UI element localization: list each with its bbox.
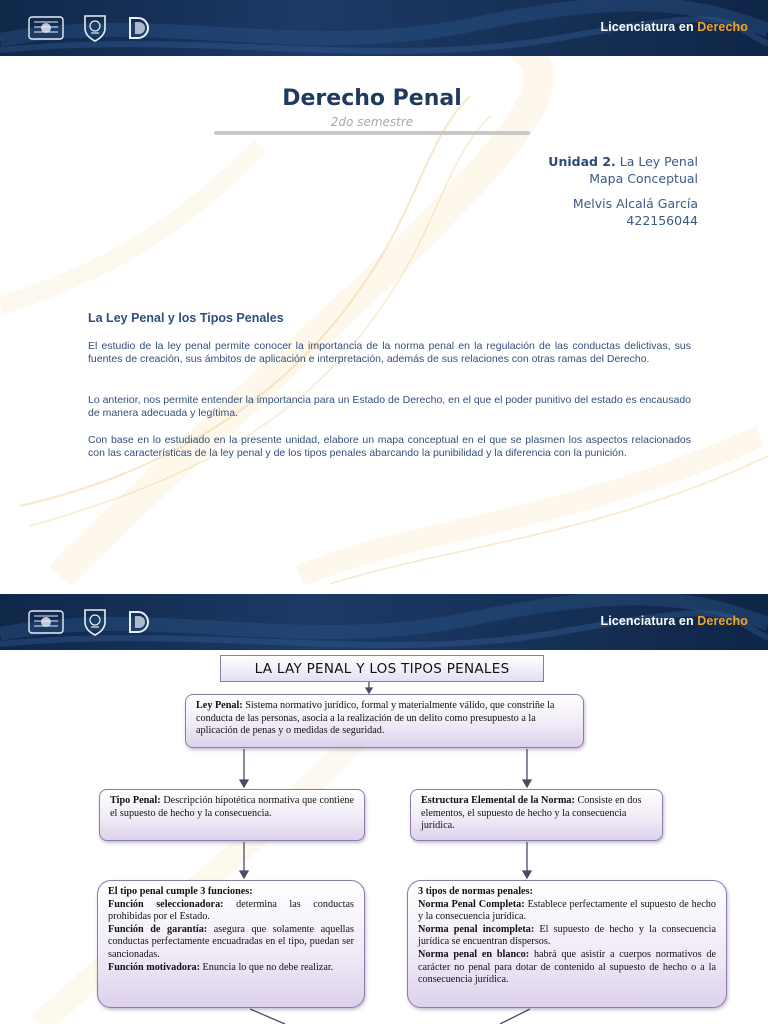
program-accent: Derecho bbox=[697, 614, 748, 628]
item-text: asegura que solamente aquellas conductas perfectamente encuadradas en el tipo, puedan ser sancionadas. bbox=[108, 923, 354, 960]
paragraph: El estudio de la ley penal permite conocer la importancia de la norma penal en la regulación de las conductas delictivas, sus fuentes de creación, sus ámbitos de aplicación e interpretación, además de sus relaciones con otras ramas del Derecho. bbox=[88, 340, 691, 366]
item-term: Norma penal incompleta: bbox=[418, 923, 535, 935]
section-heading: La Ley Penal y los Tipos Penales bbox=[88, 311, 284, 325]
paragraph: Lo anterior, nos permite entender la importancia para un Estado de Derecho, en el que el poder punitivo del estado es encausado de manera adecuada y legítima. bbox=[88, 394, 691, 420]
cover-metadata bbox=[548, 153, 698, 229]
item-term: Norma Penal Completa: bbox=[418, 898, 525, 910]
tipos-normas-node bbox=[407, 880, 727, 1008]
logo-group bbox=[28, 606, 154, 638]
unit-line bbox=[548, 153, 698, 170]
document-title: Derecho Penal bbox=[282, 86, 462, 111]
node-text: Descripción hipotética normativa que contiene el supuesto de hecho y la consecuencia. bbox=[110, 795, 354, 819]
node-term: Tipo Penal: bbox=[110, 795, 161, 806]
item-term: Función seleccionadora: bbox=[108, 898, 224, 910]
student-id: 422156044 bbox=[626, 213, 698, 228]
fca-shield-icon bbox=[82, 607, 108, 637]
page-gap bbox=[0, 584, 768, 594]
concept-map-title: LA LAY PENAL Y LOS TIPOS PENALES bbox=[220, 655, 544, 682]
item-term: Función motivadora: bbox=[108, 961, 200, 973]
item-text: determina las conductas prohibidas por el Estado. bbox=[108, 898, 354, 923]
node-text: Sistema normativo jurídico, formal y materialmente válido, que constriñe la conducta de las personas, asocia a la realización de un delito como presupuesto a la aplicación de penas y o medidas de seguridad. bbox=[196, 700, 555, 737]
program-prefix: Licenciatura en bbox=[600, 20, 694, 34]
list-item bbox=[418, 899, 716, 924]
connector-normas-next bbox=[500, 1009, 530, 1024]
unit-name: La Ley Penal bbox=[619, 154, 698, 169]
unit-label: Unidad 2. bbox=[548, 154, 616, 169]
program-title bbox=[601, 20, 749, 34]
item-term: Norma penal en blanco: bbox=[418, 948, 530, 960]
list-item bbox=[418, 924, 716, 949]
node-term: Estructura Elemental de la Norma: bbox=[421, 795, 575, 806]
item-text: El supuesto de hecho y la consecuencia jurídica se encuentran dispersos. bbox=[418, 923, 716, 948]
unam-shield-icon bbox=[28, 14, 64, 42]
paragraph: Con base en lo estudiado en la presente unidad, elabore un mapa conceptual en el que se plasmen los aspectos relacionados con las características de la ley penal y de los tipos penales abarcando la punibilidad y la diferencia con la punición. bbox=[88, 434, 691, 460]
estructura-norma-node bbox=[410, 789, 663, 841]
sua-logo-icon bbox=[126, 14, 154, 42]
header-banner bbox=[0, 0, 768, 56]
ley-penal-node bbox=[185, 694, 584, 748]
list-item bbox=[108, 924, 354, 962]
program-accent: Derecho bbox=[697, 20, 748, 34]
unam-shield-icon bbox=[28, 608, 64, 636]
list-item bbox=[418, 949, 716, 987]
node-heading: El tipo penal cumple 3 funciones: bbox=[108, 886, 253, 897]
funciones-tipo-penal-node bbox=[97, 880, 365, 1008]
item-text: Establece perfectamente el supuesto de hecho y la consecuencia jurídica. bbox=[418, 898, 716, 923]
program-title bbox=[601, 614, 749, 628]
item-text: Enuncia lo que no debe realizar. bbox=[199, 961, 334, 973]
student-name: Melvis Alcalá García bbox=[572, 196, 698, 211]
list-item bbox=[108, 962, 354, 975]
document-subtitle: 2do semestre bbox=[330, 115, 414, 129]
node-term: Ley Penal: bbox=[196, 700, 243, 711]
node-heading: 3 tipos de normas penales: bbox=[418, 886, 533, 897]
title-divider bbox=[214, 131, 530, 135]
item-term: Función de garantía: bbox=[108, 923, 208, 935]
header-banner bbox=[0, 594, 768, 650]
tipo-penal-node bbox=[99, 789, 365, 841]
node-text: Consiste en dos elementos, el supuesto de hecho y la consecuencia jurídica. bbox=[421, 795, 642, 832]
activity-name: Mapa Conceptual bbox=[589, 171, 698, 186]
fca-shield-icon bbox=[82, 13, 108, 43]
list-item bbox=[108, 899, 354, 924]
concept-map-page bbox=[0, 594, 768, 1024]
item-text: habrá que asistir a cuerpos normativos de carácter no penal para dotar de contenido al supuesto de hecho o a la consecuencia jurídica. bbox=[418, 948, 717, 986]
connector-funciones-next bbox=[250, 1009, 285, 1024]
logo-group bbox=[28, 12, 154, 44]
sua-logo-icon bbox=[126, 608, 154, 636]
program-prefix: Licenciatura en bbox=[600, 614, 694, 628]
